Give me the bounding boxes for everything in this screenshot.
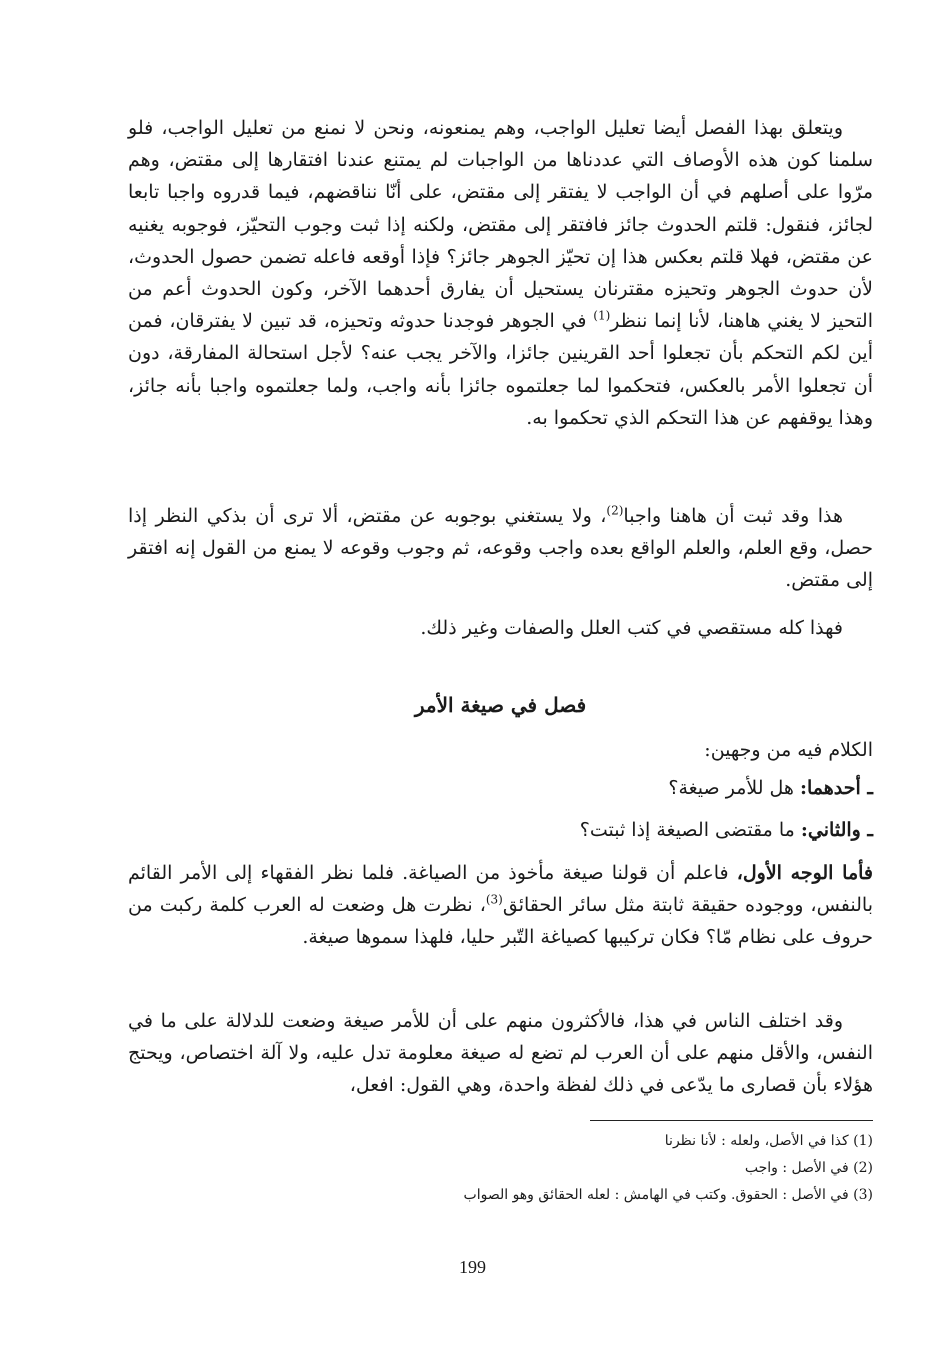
paragraph-text: هذا وقد ثبت أن هاهنا واجبا <box>623 505 843 527</box>
footnote-item <box>300 1182 873 1209</box>
paragraph-summary <box>128 612 873 644</box>
footnote-number: (1) <box>853 1133 873 1149</box>
paragraph-necessary <box>128 500 873 597</box>
paragraph-text: ، نظرت هل وضعت له العرب كلمة ركبت من حروف على نظام مّا؟ فكان تركيبها كصياغة التّبر حليا، فلهذا سموها صيغة. <box>128 894 873 949</box>
footnote-ref-1: (1) <box>593 308 611 323</box>
footnote-ref-3: (3) <box>485 892 503 907</box>
section-heading: فصل في صيغة الأمر <box>414 693 587 717</box>
paragraph-text: في الجوهر فوجدنا حدوثه وتحيزه، قد تبين لا يفترقان، فمن أين لكم التحكم بأن تجعلوا أحد القرينين جائزا، والآخر يجب عنه؟ لأجل استحالة المفارقة، دون أن تجعلوا الأمر بالعكس، فتحكموا لما جعلتموه جائزا بأنه واجب، ولما جعلتموه واجبا بأنه جائز، وهذا يوقفهم عن هذا التحكم الذي تحكموا به. <box>128 310 873 429</box>
paragraph-disagreement <box>128 1005 873 1102</box>
question-item <box>273 772 873 804</box>
footnote-text: في الأصل : واجب <box>744 1160 849 1176</box>
question-text: هل للأمر صيغة؟ <box>668 777 800 799</box>
footnote-ref-2: (2) <box>606 503 624 518</box>
paragraph-text: ويتعلق بهذا الفصل أيضا تعليل الواجب، وهم يمنعونه، ونحن لا نمنع من تعليل الواجب، فلو سلمنا كون هذه الأوصاف التي عددناها من الواجبات لم يمتنع عندنا افتقارها إلى مقتض، وهم مرّوا على أصلهم في أن الواجب لا يفتقر إلى مقتض، على أنّا نناقضهم، فيما قدروه واجبا تابعا لجائز، فنقول: قلتم الحدوث جائز فافتقر إلى مقتض، ولكنه إذا ثبت وجوب التحيّز، فوجوبه يغنيه عن مقتض، فهلا قلتم بعكس هذا إن تحيّز الجوهر جائز؟ فإذا أوقعه فاعله تضمن حصول الحدوث، لأن حدوث الجوهر وتحيزه مقترنان يستحيل أن يفارق أحدهما الآخر، وكون الحدوث أعم من التحيز لا يغني هاهنا، لأنا إنما ننظر <box>128 117 873 333</box>
page-number: 199 <box>459 1257 486 1277</box>
footnote-number: (3) <box>853 1187 873 1203</box>
footnote-item <box>300 1155 873 1182</box>
footnote-text: في الأصل : الحقوق. وكتب في الهامش : لعله الحقائق وهو الصواب <box>463 1187 849 1203</box>
footnote-separator <box>590 1120 873 1121</box>
footnotes <box>300 1128 873 1209</box>
question-text: ما مقتضى الصيغة إذا ثبتت؟ <box>579 819 801 841</box>
paragraph-text: وقد اختلف الناس في هذا، فالأكثرون منهم على أن للأمر صيغة وضعت للدلالة على ما في النفس، والأقل منهم على أن العرب لم تضع له صيغة معلومة تدل عليه، ولا آلة اختصاص، ويحتج هؤلاء بأن قصارى ما يدّعى في ذلك لفظة واحدة، وهي القول: افعل، <box>128 1010 873 1097</box>
paragraph-first-aspect <box>128 857 873 954</box>
aspect-lead: فأما الوجه الأول، <box>736 862 873 884</box>
paragraph-text: فاعلم أن قولنا صيغة مأخوذ من الصياغة. فلما نظر الفقهاء إلى الأمر القائم بالنفس، ووجوده حقيقة ثابتة مثل سائر الحقائق <box>128 862 874 917</box>
footnote-text: كذا في الأصل، ولعله : لأنا نظرنا <box>664 1133 849 1149</box>
paragraph-text: ، ولا يستغني بوجوبه عن مقتض، ألا ترى أن بذكي النظر إذا حصل، وقع العلم، والعلم الواقع بعده واجب وقوعه، ثم وجوب وقوعه لا يمنع من القول إنه افتقر إلى مقتض. <box>128 505 873 592</box>
paragraph-text: فهذا كله مستقصي في كتب العلل والصفات وغير ذلك. <box>420 617 843 639</box>
footnote-number: (2) <box>853 1160 873 1176</box>
question-lead: ـ والثاني: <box>800 819 873 841</box>
question-item <box>273 814 873 846</box>
section-intro: الكلام فيه من وجهين: <box>704 739 873 761</box>
footnote-item <box>300 1128 873 1155</box>
question-lead: ـ أحدهما: <box>800 777 873 799</box>
paragraph-causation <box>128 112 873 434</box>
